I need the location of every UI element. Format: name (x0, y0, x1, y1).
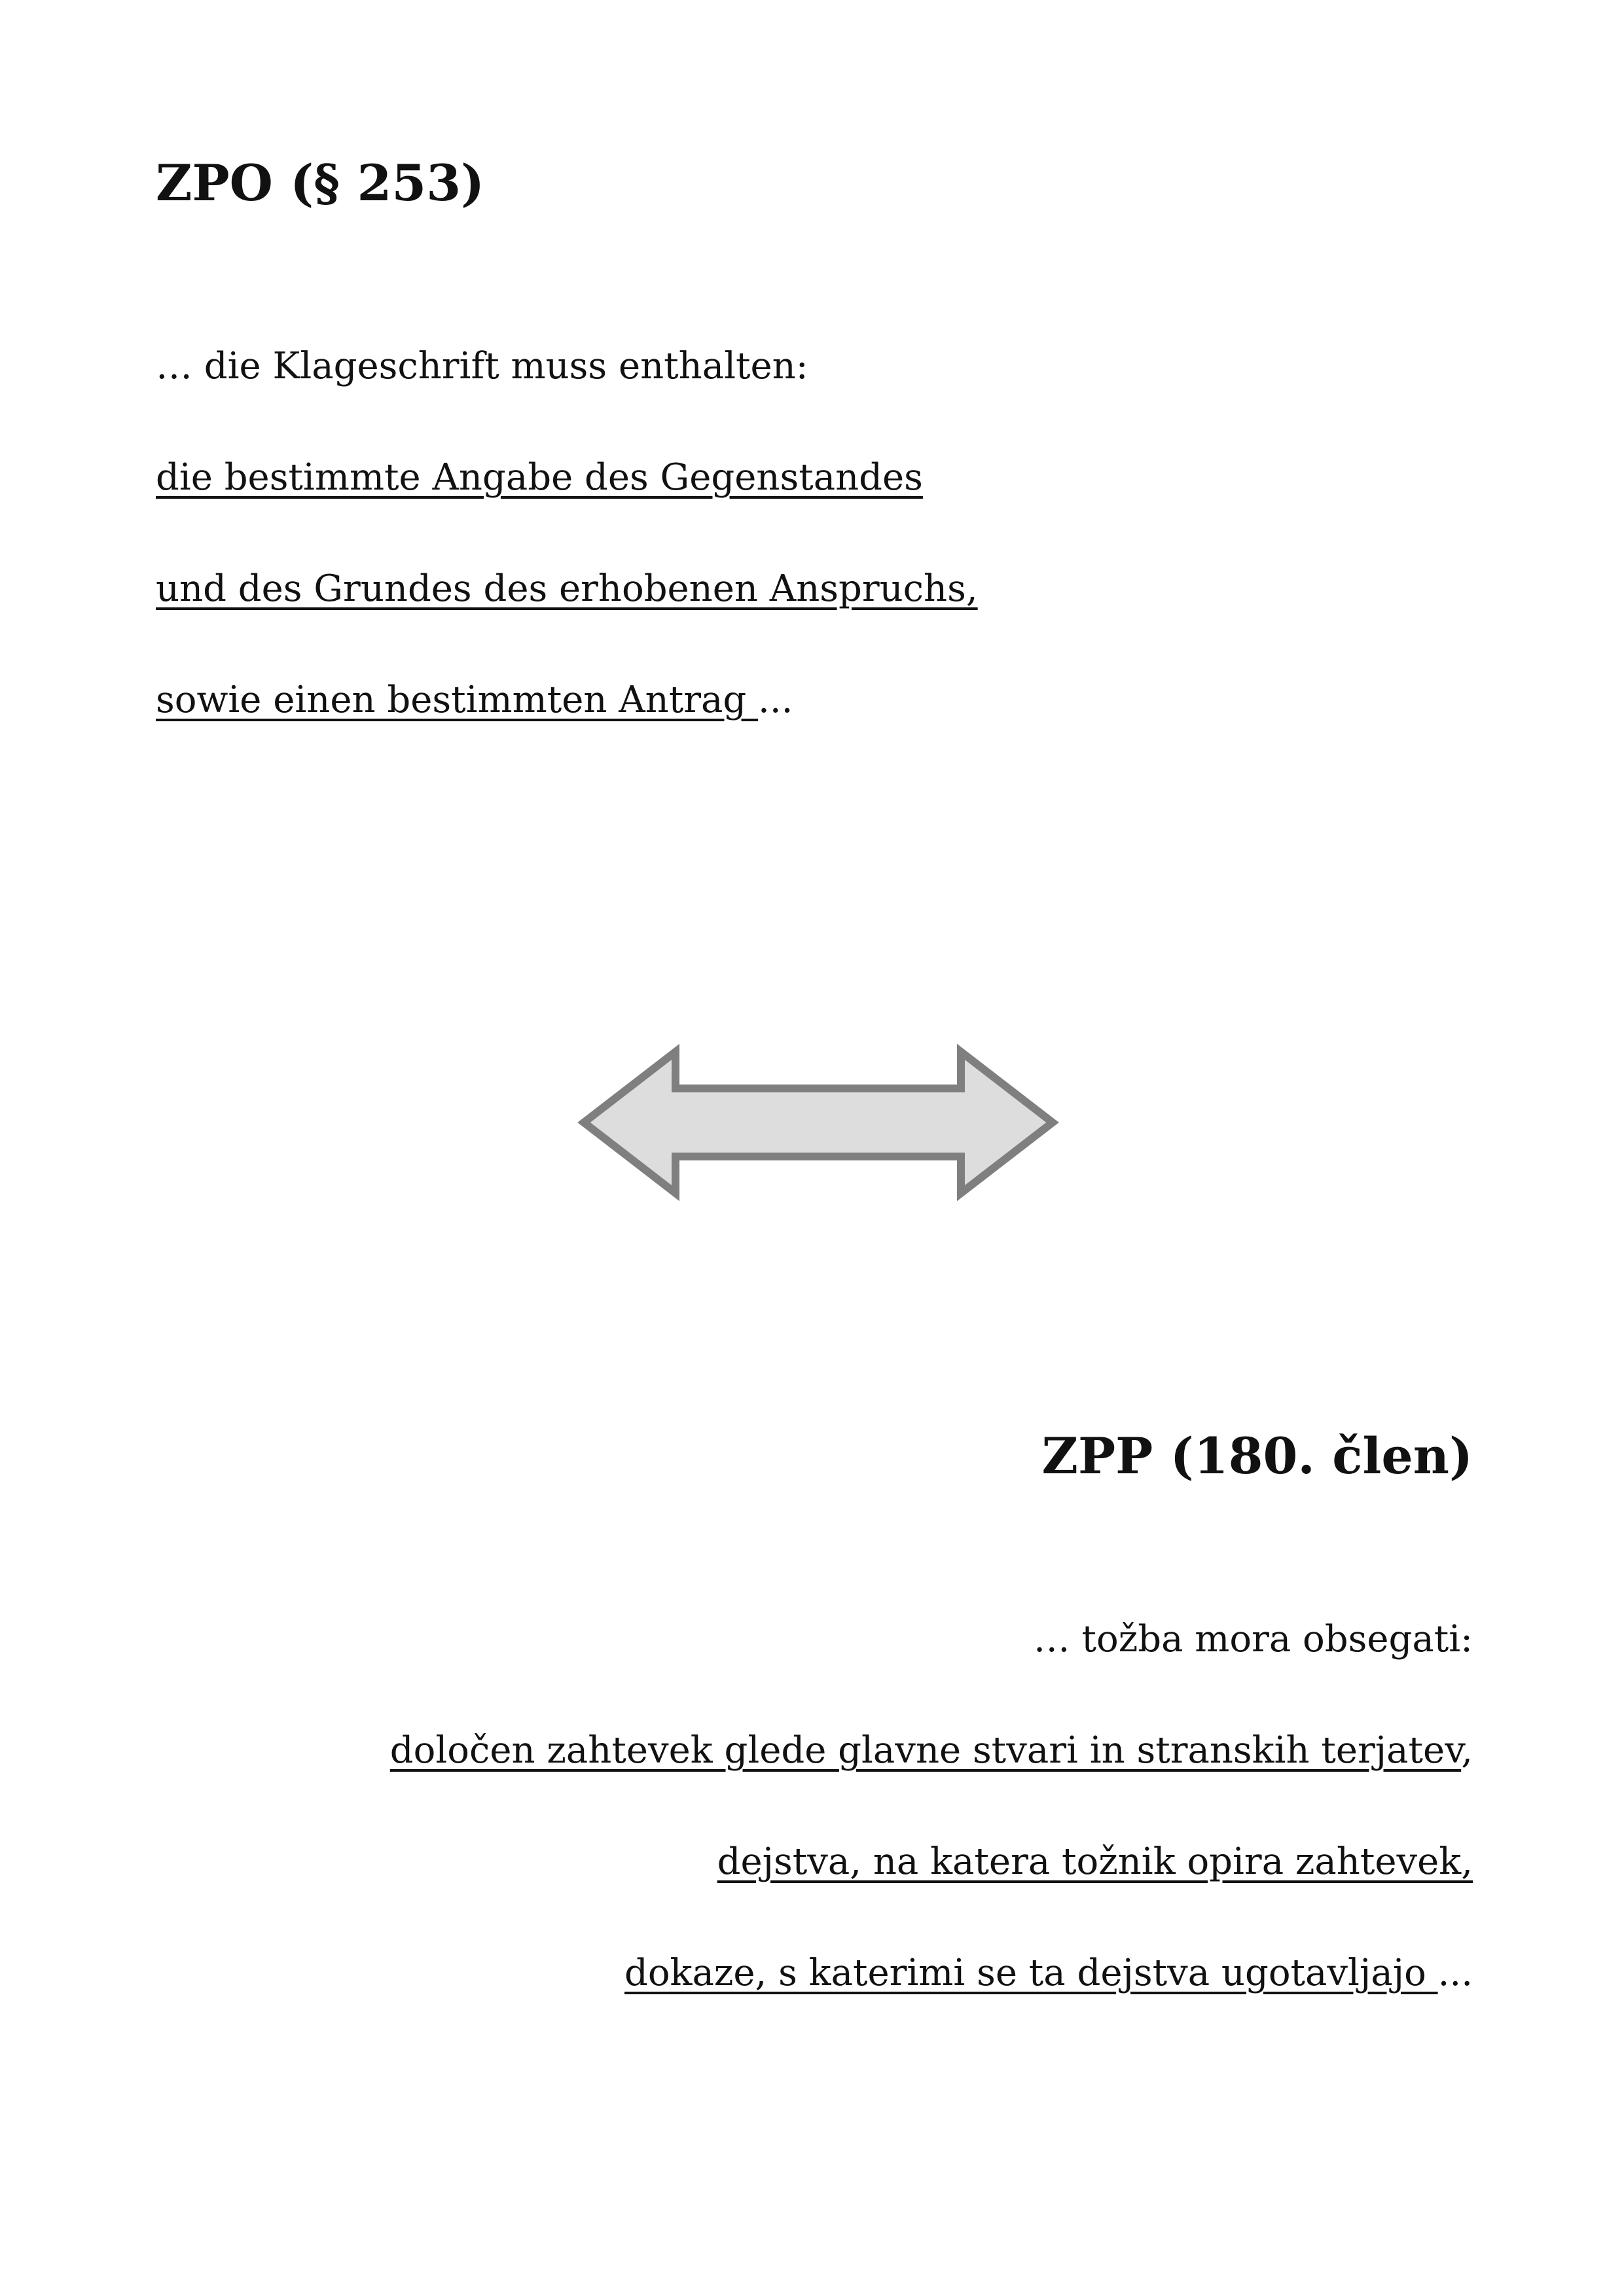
zpo-clause-3-suffix: ... (758, 679, 793, 721)
arrow-shape (584, 1052, 1053, 1193)
zpp-clause-2 (156, 1836, 1473, 1888)
zpp-clause-3-text: dokaze, s katerimi se ta dejstva ugotavljajo (624, 1952, 1438, 1994)
zpp-heading: ZPP (180. člen) (1041, 1427, 1473, 1485)
zpp-clause-3-suffix: ... (1437, 1952, 1473, 1994)
zpp-clause-3 (156, 1947, 1473, 2000)
arrow-svg (576, 1044, 1060, 1201)
zpp-clause-2-text: dejstva, na katera tožnik opira zahtevek, (717, 1840, 1473, 1883)
zpo-clause-2 (156, 563, 1473, 615)
zpp-clause-1 (156, 1725, 1473, 1777)
double-headed-arrow-icon (576, 1044, 1060, 1201)
zpo-clause-3 (156, 674, 1473, 726)
zpp-intro: … tožba mora obsegati: (1033, 1618, 1473, 1660)
zpo-heading: ZPO (§ 253) (156, 154, 485, 212)
zpp-section (156, 1424, 1473, 2000)
zpo-intro: … die Klageschrift muss enthalten: (156, 345, 808, 387)
zpo-clause-3-text: sowie einen bestimmten Antrag (156, 679, 759, 721)
zpp-clause-1-text: določen zahtevek glede glavne stvari in stranskih terjatev (389, 1729, 1462, 1772)
zpp-clause-1-suffix: , (1461, 1729, 1473, 1772)
zpo-clause-1-text: die bestimmte Angabe des Gegenstandes (156, 456, 923, 499)
zpo-clause-2-text: und des Grundes des erhobenen Anspruchs, (156, 567, 978, 610)
zpo-clause-1 (156, 452, 1473, 504)
zpo-section (156, 151, 1473, 726)
